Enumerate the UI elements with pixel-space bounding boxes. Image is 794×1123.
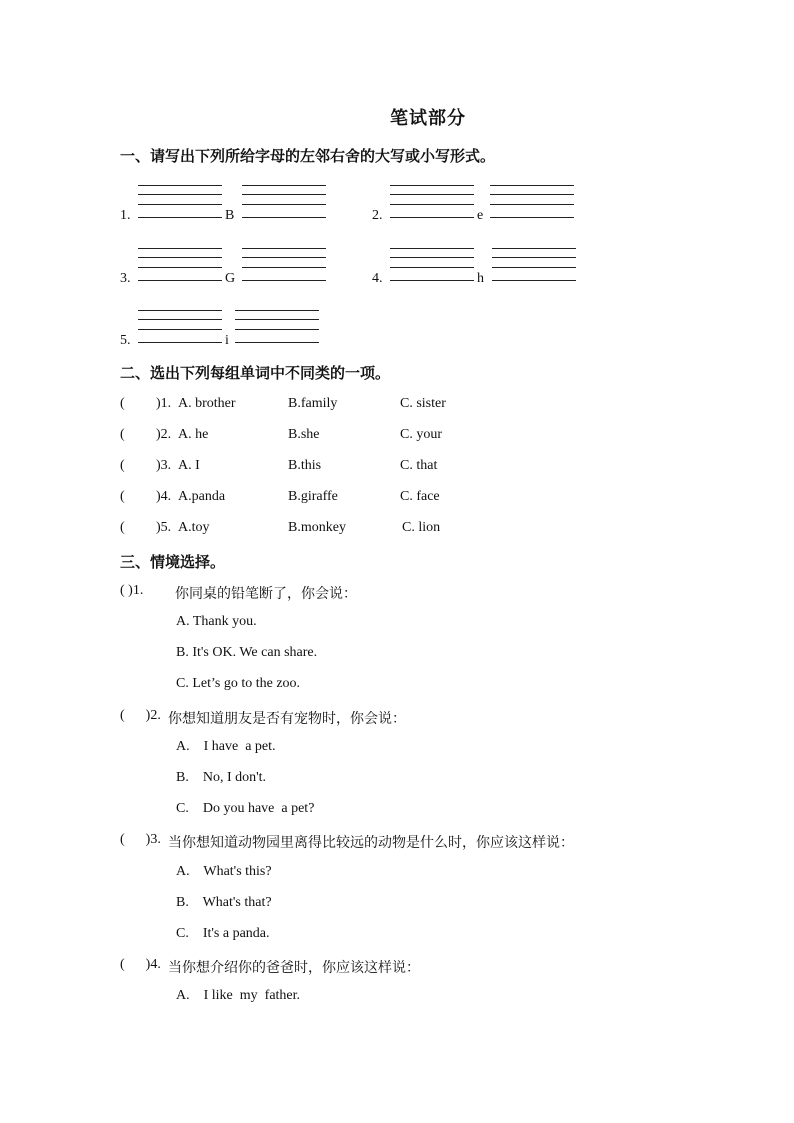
answer-paren[interactable]: ( )2. — [120, 708, 161, 723]
given-letter: h — [477, 271, 484, 286]
option-c: C. that — [400, 458, 438, 473]
writing-line[interactable] — [390, 204, 474, 205]
option-a: A. What's this? — [176, 864, 272, 879]
item-number: 5. — [120, 333, 131, 348]
writing-line[interactable] — [235, 329, 319, 330]
option-b: B. It's OK. We can share. — [176, 645, 318, 660]
given-letter: e — [477, 208, 484, 223]
item-number: 4. — [372, 271, 383, 286]
option-b: B.monkey — [288, 520, 346, 535]
option-b: B. What's that? — [176, 895, 272, 910]
question-number: )1. — [156, 396, 172, 411]
item-number: 2. — [372, 208, 383, 223]
option-a: A. I — [178, 458, 200, 473]
writing-line[interactable] — [138, 310, 222, 311]
writing-line[interactable] — [138, 185, 222, 186]
question-text: 你想知道朋友是否有宠物时，你会说： — [168, 712, 406, 727]
answer-paren-open[interactable]: ( — [120, 520, 125, 535]
writing-line[interactable] — [390, 185, 474, 186]
section-2-heading: 二、选出下列每组单词中不同类的一项。 — [120, 366, 391, 382]
question-number: )5. — [156, 520, 172, 535]
question-text: 你同桌的铅笔断了，你会说： — [175, 587, 357, 602]
writing-line[interactable] — [242, 204, 326, 205]
item-number: 3. — [120, 271, 131, 286]
writing-line[interactable] — [242, 257, 326, 258]
writing-line[interactable] — [242, 280, 326, 281]
option-c: C. lion — [402, 520, 441, 535]
option-a: A. I have a pet. — [176, 739, 276, 754]
question-text: 当你想知道动物园里离得比较远的动物是什么时，你应该这样说： — [168, 836, 574, 851]
writing-line[interactable] — [390, 217, 474, 218]
option-b: B.giraffe — [288, 489, 338, 504]
writing-line[interactable] — [242, 185, 326, 186]
option-b: B.this — [288, 458, 322, 473]
writing-line[interactable] — [242, 217, 326, 218]
writing-line[interactable] — [390, 280, 474, 281]
writing-line[interactable] — [138, 280, 222, 281]
option-a: A.panda — [178, 489, 226, 504]
answer-paren[interactable]: ( )3. — [120, 832, 161, 847]
writing-line[interactable] — [138, 248, 222, 249]
answer-paren-open[interactable]: ( — [120, 458, 125, 473]
option-b: B.family — [288, 396, 338, 411]
option-a: A.toy — [178, 520, 210, 535]
question-number: )2. — [156, 427, 172, 442]
writing-line[interactable] — [492, 248, 576, 249]
given-letter: B — [225, 208, 235, 223]
writing-line[interactable] — [490, 204, 574, 205]
section-1-heading: 一、请写出下列所给字母的左邻右舍的大写或小写形式。 — [120, 149, 496, 165]
writing-line[interactable] — [490, 185, 574, 186]
option-b: B. No, I don't. — [176, 770, 267, 785]
answer-paren[interactable]: ( )1. — [120, 583, 144, 598]
writing-line[interactable] — [390, 248, 474, 249]
option-c: C. face — [400, 489, 440, 504]
writing-line[interactable] — [138, 267, 222, 268]
writing-line[interactable] — [138, 217, 222, 218]
answer-paren-open[interactable]: ( — [120, 396, 125, 411]
answer-paren-open[interactable]: ( — [120, 489, 125, 504]
writing-line[interactable] — [492, 280, 576, 281]
answer-paren-open[interactable]: ( — [120, 427, 125, 442]
answer-paren[interactable]: ( )4. — [120, 957, 161, 972]
writing-line[interactable] — [490, 194, 574, 195]
option-a: A. I like my father. — [176, 988, 301, 1003]
writing-line[interactable] — [138, 194, 222, 195]
writing-line[interactable] — [138, 319, 222, 320]
item-number: 1. — [120, 208, 131, 223]
writing-line[interactable] — [490, 217, 574, 218]
option-c: C. sister — [400, 396, 446, 411]
writing-line[interactable] — [492, 267, 576, 268]
question-number: )4. — [156, 489, 172, 504]
option-a: A. he — [178, 427, 209, 442]
question-number: )3. — [156, 458, 172, 473]
question-text: 当你想介绍你的爸爸时，你应该这样说： — [168, 961, 420, 976]
option-b: B.she — [288, 427, 320, 442]
section-3-heading: 三、情境选择。 — [120, 555, 226, 571]
writing-line[interactable] — [138, 204, 222, 205]
option-a: A. brother — [178, 396, 236, 411]
writing-line[interactable] — [138, 342, 222, 343]
writing-line[interactable] — [235, 319, 319, 320]
option-c: C. Let’s go to the zoo. — [176, 676, 301, 691]
option-a: A. Thank you. — [176, 614, 257, 629]
writing-line[interactable] — [492, 257, 576, 258]
option-c: C. your — [400, 427, 442, 442]
given-letter: G — [225, 271, 236, 286]
writing-line[interactable] — [390, 257, 474, 258]
writing-line[interactable] — [390, 267, 474, 268]
given-letter: i — [225, 333, 229, 348]
writing-line[interactable] — [138, 257, 222, 258]
writing-line[interactable] — [235, 342, 319, 343]
option-c: C. It's a panda. — [176, 926, 270, 941]
option-c: C. Do you have a pet? — [176, 801, 315, 816]
writing-line[interactable] — [235, 310, 319, 311]
writing-line[interactable] — [242, 267, 326, 268]
writing-line[interactable] — [242, 248, 326, 249]
writing-line[interactable] — [390, 194, 474, 195]
writing-line[interactable] — [138, 329, 222, 330]
page-title: 笔试部分 — [390, 108, 466, 128]
writing-line[interactable] — [242, 194, 326, 195]
